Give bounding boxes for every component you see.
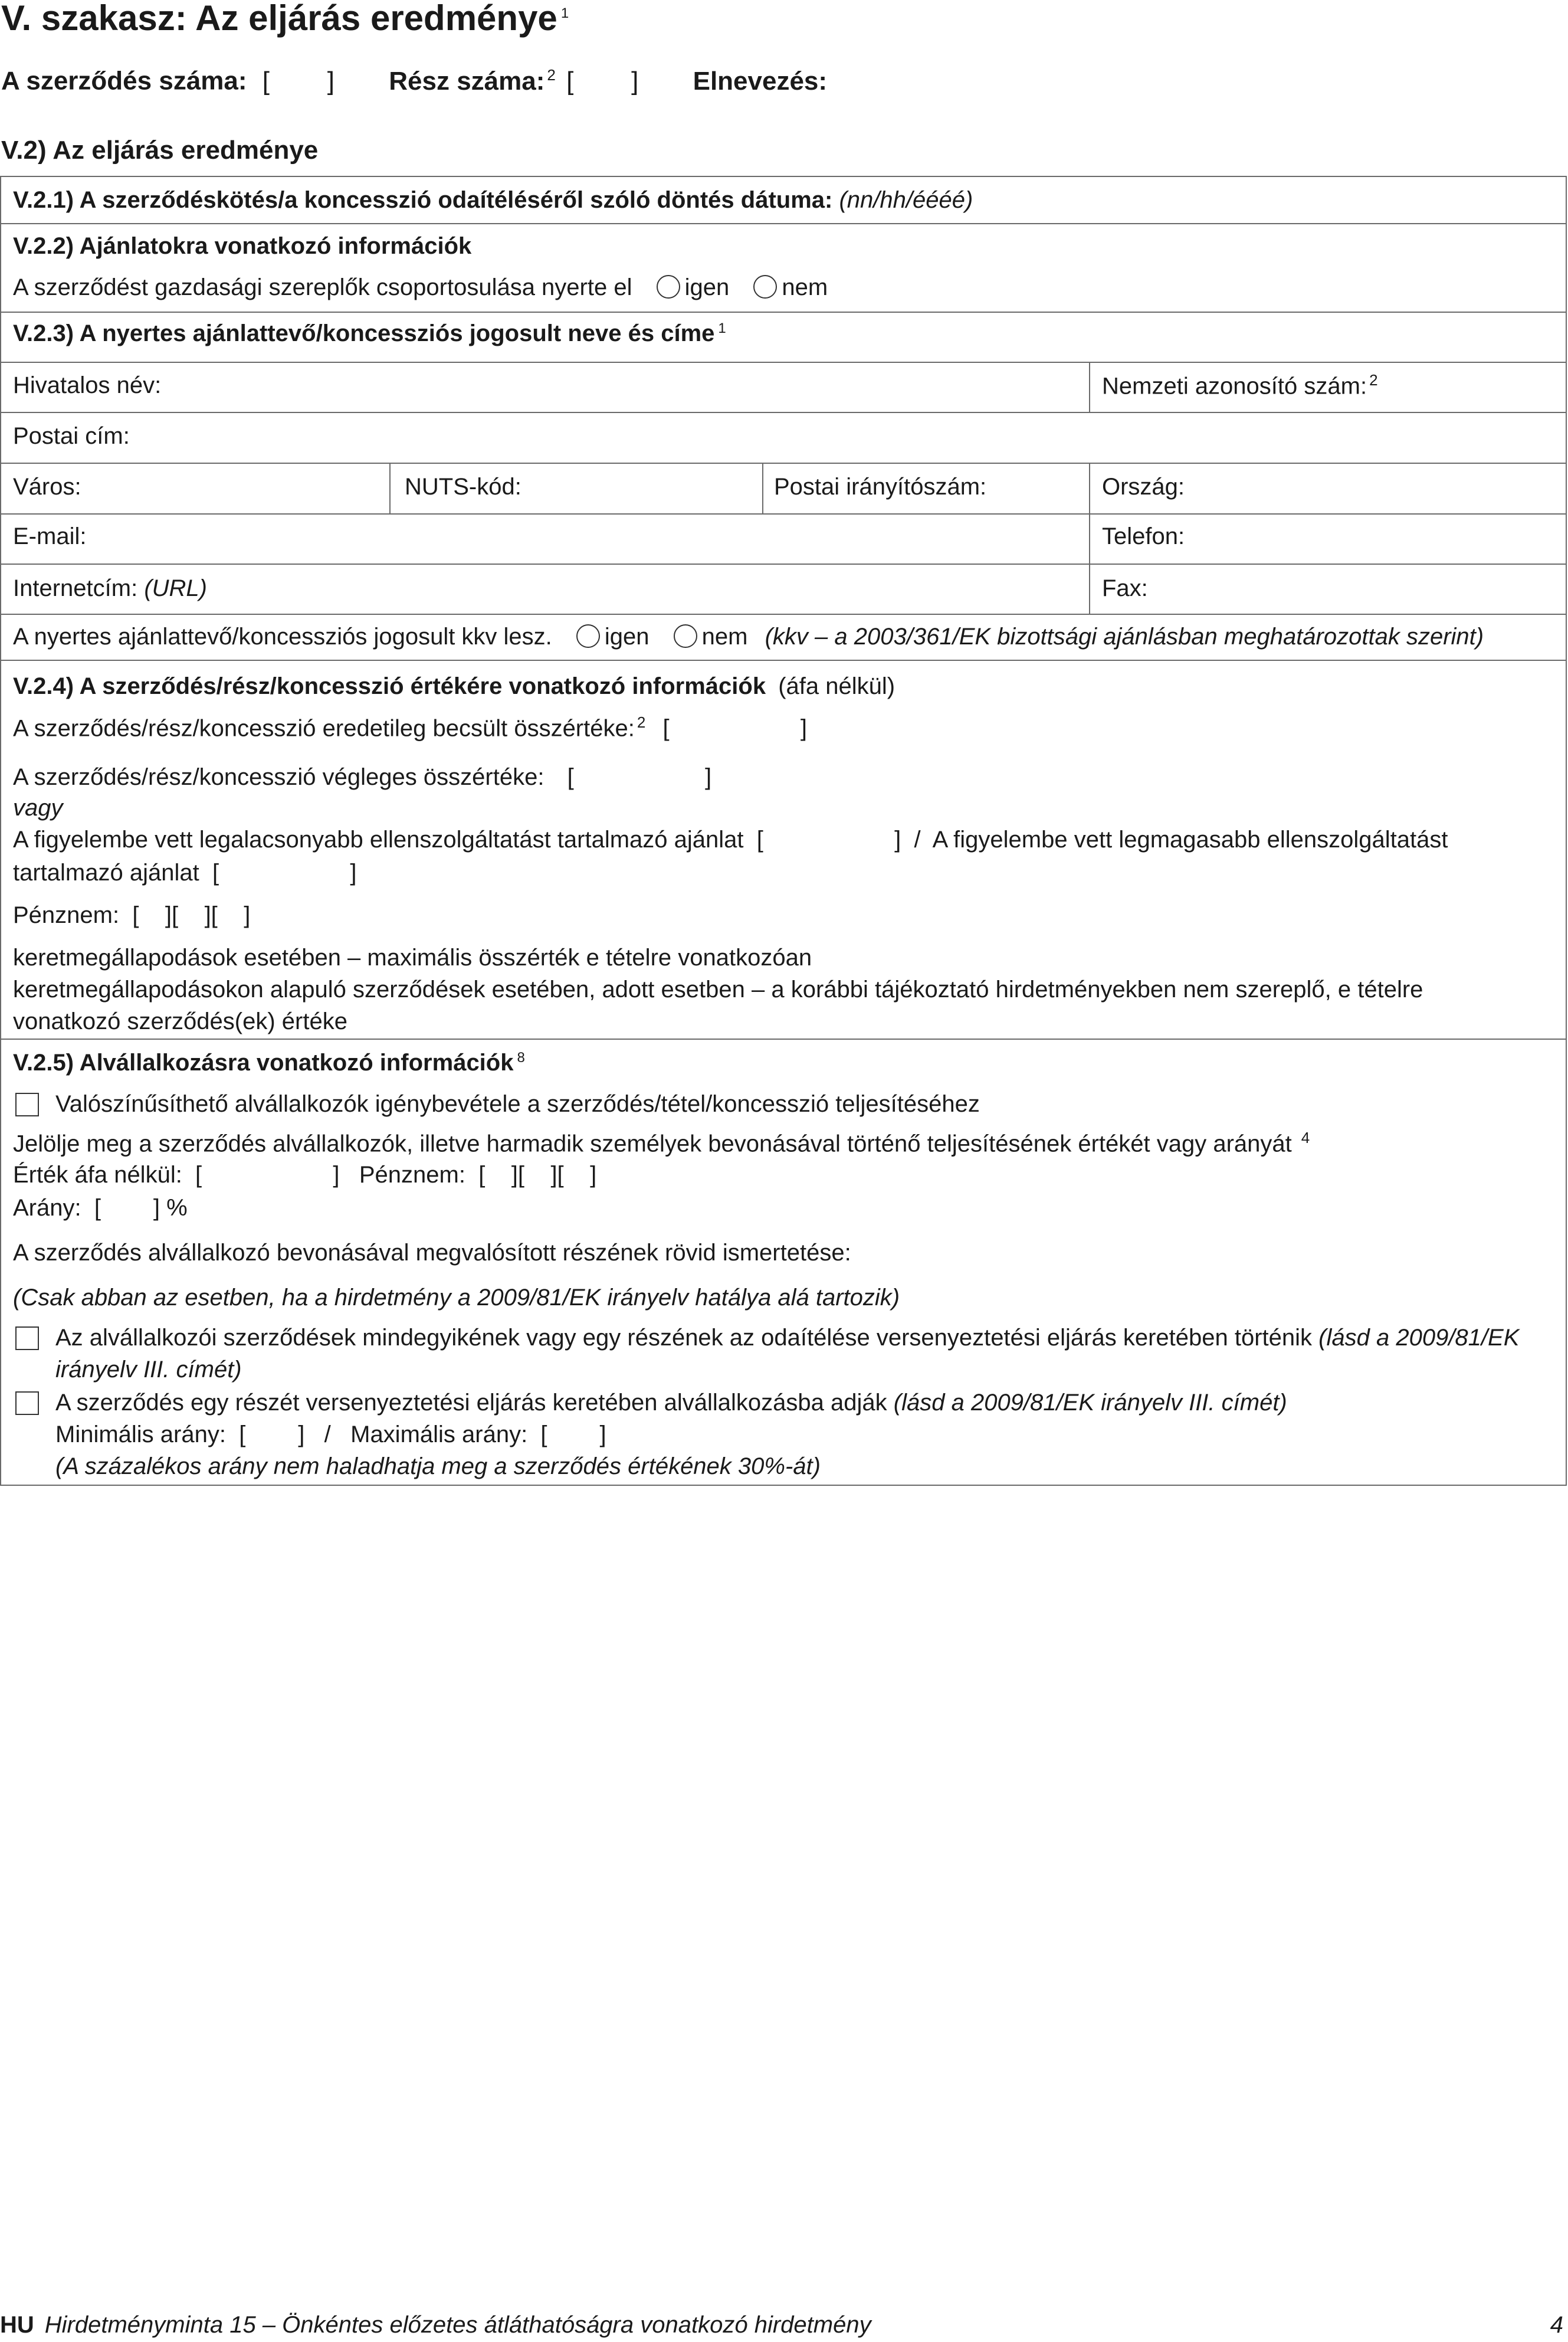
group-award-yes-radio[interactable] — [657, 275, 680, 299]
official-name-field[interactable]: Hivatalos név: — [13, 372, 162, 398]
city-field[interactable]: Város: — [13, 474, 81, 500]
directive-condition-note: (Csak abban az esetben, ha a hirdetmény a 2009/81/EK irányelv hatálya alá tartozik) — [13, 1285, 900, 1311]
footer-language: HU — [0, 2312, 34, 2338]
final-value-field[interactable]: [ ] — [567, 764, 712, 790]
national-id-field[interactable]: Nemzeti azonosító szám: $^2$ — [1102, 371, 1378, 399]
country-field[interactable]: Ország: — [1102, 474, 1185, 500]
likely-subcontract-label: Valószínűsíthető alvállalkozók igénybevétele a szerződés/tétel/koncesszió teljesítéséhez — [55, 1091, 980, 1117]
phone-field[interactable]: Telefon: — [1102, 523, 1185, 549]
email-field[interactable]: E-mail: — [13, 523, 87, 549]
nuts-code-field[interactable]: NUTS-kód: — [405, 474, 521, 500]
competitive-award-label-2: irányelv III. címét) — [55, 1357, 242, 1383]
award-date-row: V.2.1) A szerződéskötés/a koncesszió odaítéléséről szóló döntés dátuma: (nn/hh/éééé) — [13, 187, 973, 213]
framework-max-text: keretmegállapodások esetében – maximális összérték e tételre vonatkozóan — [13, 945, 812, 971]
contract-number-field[interactable]: [ ] — [262, 66, 335, 96]
max-ratio-note: (A százalékos arány nem haladhatja meg a szerződés értékének 30%-át) — [55, 1453, 821, 1479]
subcontract-description-label: A szerződés alvállalkozó bevonásával megvalósított részének rövid ismertetése: — [13, 1240, 851, 1266]
postal-address-field[interactable]: Postai cím: — [13, 423, 130, 449]
award-date-field[interactable]: (nn/hh/éééé) — [839, 187, 973, 213]
section-title: V. szakasz: Az eljárás eredménye $^1$ — [1, 0, 569, 38]
internet-address-field[interactable]: Internetcím: (URL) — [13, 575, 207, 601]
tender-range-line-1[interactable]: A figyelembe vett legalacsonyabb ellenszolgáltatást tartalmazó ajánlat [ ] / A figyelembe vett legmagasabb ellenszolgáltatást — [13, 827, 1448, 853]
final-value-row: A szerződés/rész/koncesszió végleges összértéke: [ ] — [13, 764, 712, 790]
subcontract-indicate-text: Jelölje meg a szerződés alvállalkozók, illetve harmadik személyek bevonásával történő teljesítésének értékét vagy arányát $^4$ — [13, 1129, 1310, 1157]
competitive-award-label: Az alvállalkozói szerződések mindegyikének vagy egy részének az odaítélése versenyeztetési eljárás keretében történik (lásd a 2009/81/EK — [55, 1325, 1520, 1351]
page-number: 4 — [1550, 2312, 1563, 2338]
min-max-ratio-field[interactable]: Minimális arány: [ ] / Maximális arány: [ ] — [55, 1421, 606, 1447]
estimated-value-field[interactable]: [ ] — [662, 715, 807, 742]
page-footer — [0, 2312, 1567, 2338]
footer-title: Hirdetményminta 15 – Önkéntes előzetes átláthatóságra vonatkozó hirdetmény — [44, 2312, 871, 2338]
winner-heading: V.2.3) A nyertes ajánlattevő/koncessziós jogosult neve és címe $^1$ — [13, 320, 726, 346]
postcode-field[interactable]: Postai irányítószám: — [774, 474, 987, 500]
value-info-heading: V.2.4) A szerződés/rész/koncesszió értékére vonatkozó információk (áfa nélkül) — [13, 673, 895, 699]
tender-range-line-2[interactable]: tartalmazó ajánlat [ ] — [13, 860, 357, 886]
sme-yes-radio[interactable] — [576, 624, 600, 648]
subcontracting-heading: V.2.5) Alvállalkozásra vonatkozó információk $^8$ — [13, 1049, 525, 1076]
part-subcontract-label: A szerződés egy részét versenyeztetési eljárás keretében alvállalkozásba adják (lásd a 2009/81/EK irányelv III. címét) — [55, 1390, 1287, 1416]
fax-field[interactable]: Fax: — [1102, 575, 1148, 601]
group-award-row: A szerződést gazdasági szereplők csoportosulása nyerte el igen nem — [13, 274, 828, 300]
estimated-value-row: A szerződés/rész/koncesszió eredetileg becsült összértéke: $^2$ [ ] — [13, 713, 807, 742]
part-subcontract-checkbox[interactable] — [15, 1391, 39, 1415]
currency-field[interactable]: Pénznem: [ ][ ][ ] — [13, 902, 251, 928]
title-label: Elnevezés: — [693, 66, 828, 96]
or-label: vagy — [13, 795, 63, 821]
tender-info-heading: V.2.2) Ajánlatokra vonatkozó információk — [13, 233, 472, 259]
outcome-form-box — [0, 176, 1567, 1486]
sme-row: A nyertes ajánlattevő/koncessziós jogosult kkv lesz. igen nem (kkv – a 2003/361/EK bizottsági ajánlásban meghatározottak szerint) — [13, 624, 1484, 650]
lot-number-label: Rész száma: — [389, 66, 545, 96]
group-award-no-radio[interactable] — [753, 275, 777, 299]
likely-subcontract-checkbox[interactable] — [15, 1093, 39, 1116]
contract-number-line: A szerződés száma: [ ] Rész száma: $^2$ [ ] Elnevezés: — [1, 66, 828, 96]
subcontract-value-field[interactable]: Érték áfa nélkül: [ ] Pénznem: [ ][ ][ ] — [13, 1162, 597, 1188]
lot-number-field[interactable]: [ ] — [566, 66, 639, 96]
procedure-outcome-heading: V.2) Az eljárás eredménye — [1, 136, 319, 165]
sme-no-radio[interactable] — [674, 624, 697, 648]
competitive-award-checkbox[interactable] — [15, 1326, 39, 1350]
contract-number-label: A szerződés száma: — [1, 66, 247, 96]
framework-contracts-text: keretmegállapodásokon alapuló szerződések esetében, adott esetben – a korábbi tájékoztató hirdetményekben nem szereplő, e tételre — [13, 977, 1423, 1003]
subcontract-ratio-field[interactable]: Arány: [ ] % — [13, 1195, 188, 1221]
framework-contracts-text-2: vonatkozó szerződés(ek) értéke — [13, 1008, 347, 1034]
